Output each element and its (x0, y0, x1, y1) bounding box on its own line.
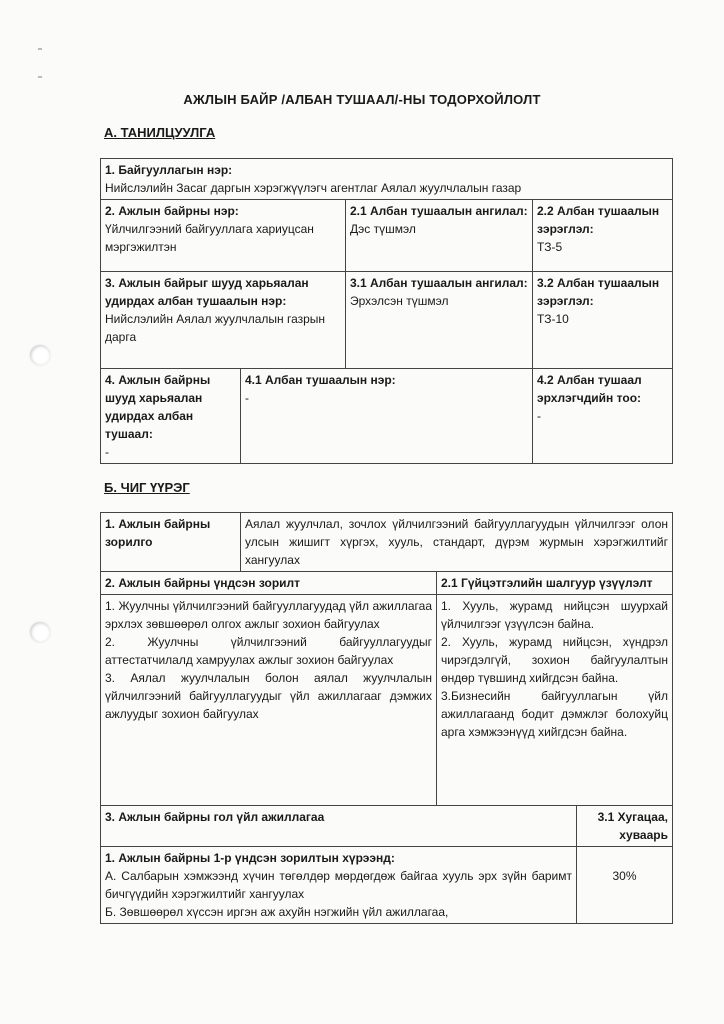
time-header-cell (577, 806, 673, 847)
goals-cell (101, 595, 437, 806)
scan-speck (38, 48, 42, 50)
subordinate-count-value: - (537, 409, 541, 423)
subordinate-count-label: 4.2 Албан тушаал эрхлэгчдийн тоо: (537, 373, 642, 405)
subordinate-name-cell (241, 369, 533, 464)
job-row (101, 200, 673, 272)
activity-title: 1. Ажлын байрны 1-р үндсэн зорилтын хүрээнд: (105, 851, 395, 865)
activity-share: 30% (577, 847, 673, 924)
intro-table (100, 158, 673, 464)
supervisor-label: 3. Ажлын байрыг шууд харьяалан удирдах албан тушаалын нэр: (105, 276, 309, 308)
rank-cell (533, 200, 673, 272)
org-cell (101, 159, 673, 200)
criteria-cell (437, 595, 673, 806)
supervisor-category-value: Эрхэлсэн түшмэл (350, 294, 449, 308)
subordinate-cell (101, 369, 241, 464)
criteria-item: 3.Бизнесийн байгууллагын үйл ажиллагаанд бодит дэмжлэг болохуйц арга хэмжээнүүд хийгдсэн байна. (441, 689, 668, 739)
time-label: 3.1 Хугацаа, хуваарь (597, 810, 668, 842)
org-value: Нийслэлийн Засаг даргын хэрэгжүүлэгч агентлаг Аялал жуулчлалын газар (105, 181, 522, 195)
purpose-value: Аялал жуулчлал, зочлох үйлчилгээний байгууллагуудын үйлчилгээг олон улсын жишигт хүргэх, хууль, стандарт, дүрэм журмын хэрэгжилтийг хангуулах (241, 513, 673, 572)
subordinate-name-label: 4.1 Албан тушаалын нэр: (245, 373, 396, 387)
goals-label: 2. Ажлын байрны үндсэн зорилт (105, 576, 301, 590)
punch-hole (30, 622, 50, 642)
activities-label: 3. Ажлын байрны гол үйл ажиллагаа (105, 810, 325, 824)
section-a-heading: А. ТАНИЛЦУУЛГА (104, 125, 216, 140)
rank-value: ТЗ-5 (537, 240, 563, 254)
job-value: Үйлчилгээний байгууллага хариуцсан мэргэжилтэн (105, 222, 314, 254)
section-b-heading: Б. ЧИГ ҮҮРЭГ (104, 480, 190, 495)
criteria-item: 2. Хууль, журамд нийцсэн, хүндрэл чирэгдэлгүй, зохион байгуулалтын өндөр түвшинд хийгдсэн байна. (441, 635, 668, 685)
supervisor-rank-label: 3.2 Албан тушаалын зэрэглэл: (537, 276, 660, 308)
org-label: 1. Байгууллагын нэр: (105, 163, 233, 177)
criteria-item: 1. Хууль, журамд нийцсэн шуурхай үйлчилгээг үзүүлсэн байна. (441, 599, 668, 631)
subordinate-name-value: - (245, 391, 249, 405)
goals-header-cell (101, 572, 437, 595)
subordinate-label: 4. Ажлын байрны шууд харьяалан удирдах албан тушаал: (105, 373, 211, 441)
supervisor-rank-value: ТЗ-10 (537, 312, 569, 326)
purpose-row (101, 513, 673, 572)
subordinate-row (101, 369, 673, 464)
rank-label: 2.2 Албан тушаалын зэрэглэл: (537, 204, 660, 236)
punch-hole (30, 345, 50, 365)
supervisor-row (101, 272, 673, 369)
goals-header-row (101, 572, 673, 595)
supervisor-cell (101, 272, 346, 369)
criteria-header-cell (437, 572, 673, 595)
goals-row (101, 595, 673, 806)
activity-cell (101, 847, 577, 924)
purpose-label-cell (101, 513, 241, 572)
org-row (101, 159, 673, 200)
goal-item: 3. Аялал жуулчлалын болон аялал жуулчлалын үйлчилгээний байгууллагуудыг үйл ажиллагааг дэмжих ажлуудыг зохион байгуулах (105, 671, 432, 721)
purpose-label: 1. Ажлын байрны зорилго (105, 517, 211, 549)
category-label: 2.1 Албан тушаалын ангилал: (350, 204, 528, 218)
activity-row (101, 847, 673, 924)
job-label: 2. Ажлын байрны нэр: (105, 204, 239, 218)
activity-item: Б. Зөвшөөрөл хүссэн иргэн аж ахуйн нэгжийн үйл ажиллагаа, (105, 905, 449, 919)
supervisor-category-cell (346, 272, 533, 369)
supervisor-value: Нийслэлийн Аялал жуулчлалын газрын дарга (105, 312, 326, 344)
scan-speck (38, 76, 42, 78)
job-cell (101, 200, 346, 272)
document-title: АЖЛЫН БАЙР /АЛБАН ТУШААЛ/-НЫ ТОДОРХОЙЛОЛТ (183, 92, 541, 107)
category-cell (346, 200, 533, 272)
activities-header-row (101, 806, 673, 847)
activity-item: А. Салбарын хэмжээнд хүчин төгөлдөр мөрдөгдөж байгаа хууль эрх зүйн баримт бичгүүдийн хэрэгжилтийг хангуулах (105, 869, 572, 901)
duties-table (100, 512, 673, 924)
activities-header-cell (101, 806, 577, 847)
goal-item: 1. Жуулчны үйлчилгээний байгууллагуудад үйл ажиллагаа эрхлэх зөвшөөрөл олгох ажлыг зохион байгуулах (105, 599, 432, 631)
supervisor-rank-cell (533, 272, 673, 369)
goal-item: 2. Жуулчны үйлчилгээний байгууллагуудыг аттестатчилалд хамруулах ажлыг зохион байгуулах (105, 635, 432, 667)
category-value: Дэс түшмэл (350, 222, 416, 236)
criteria-label: 2.1 Гүйцэтгэлийн шалгуур үзүүлэлт (441, 576, 653, 590)
subordinate-value: - (105, 445, 109, 459)
supervisor-category-label: 3.1 Албан тушаалын ангилал: (350, 276, 528, 290)
subordinate-count-cell (533, 369, 673, 464)
